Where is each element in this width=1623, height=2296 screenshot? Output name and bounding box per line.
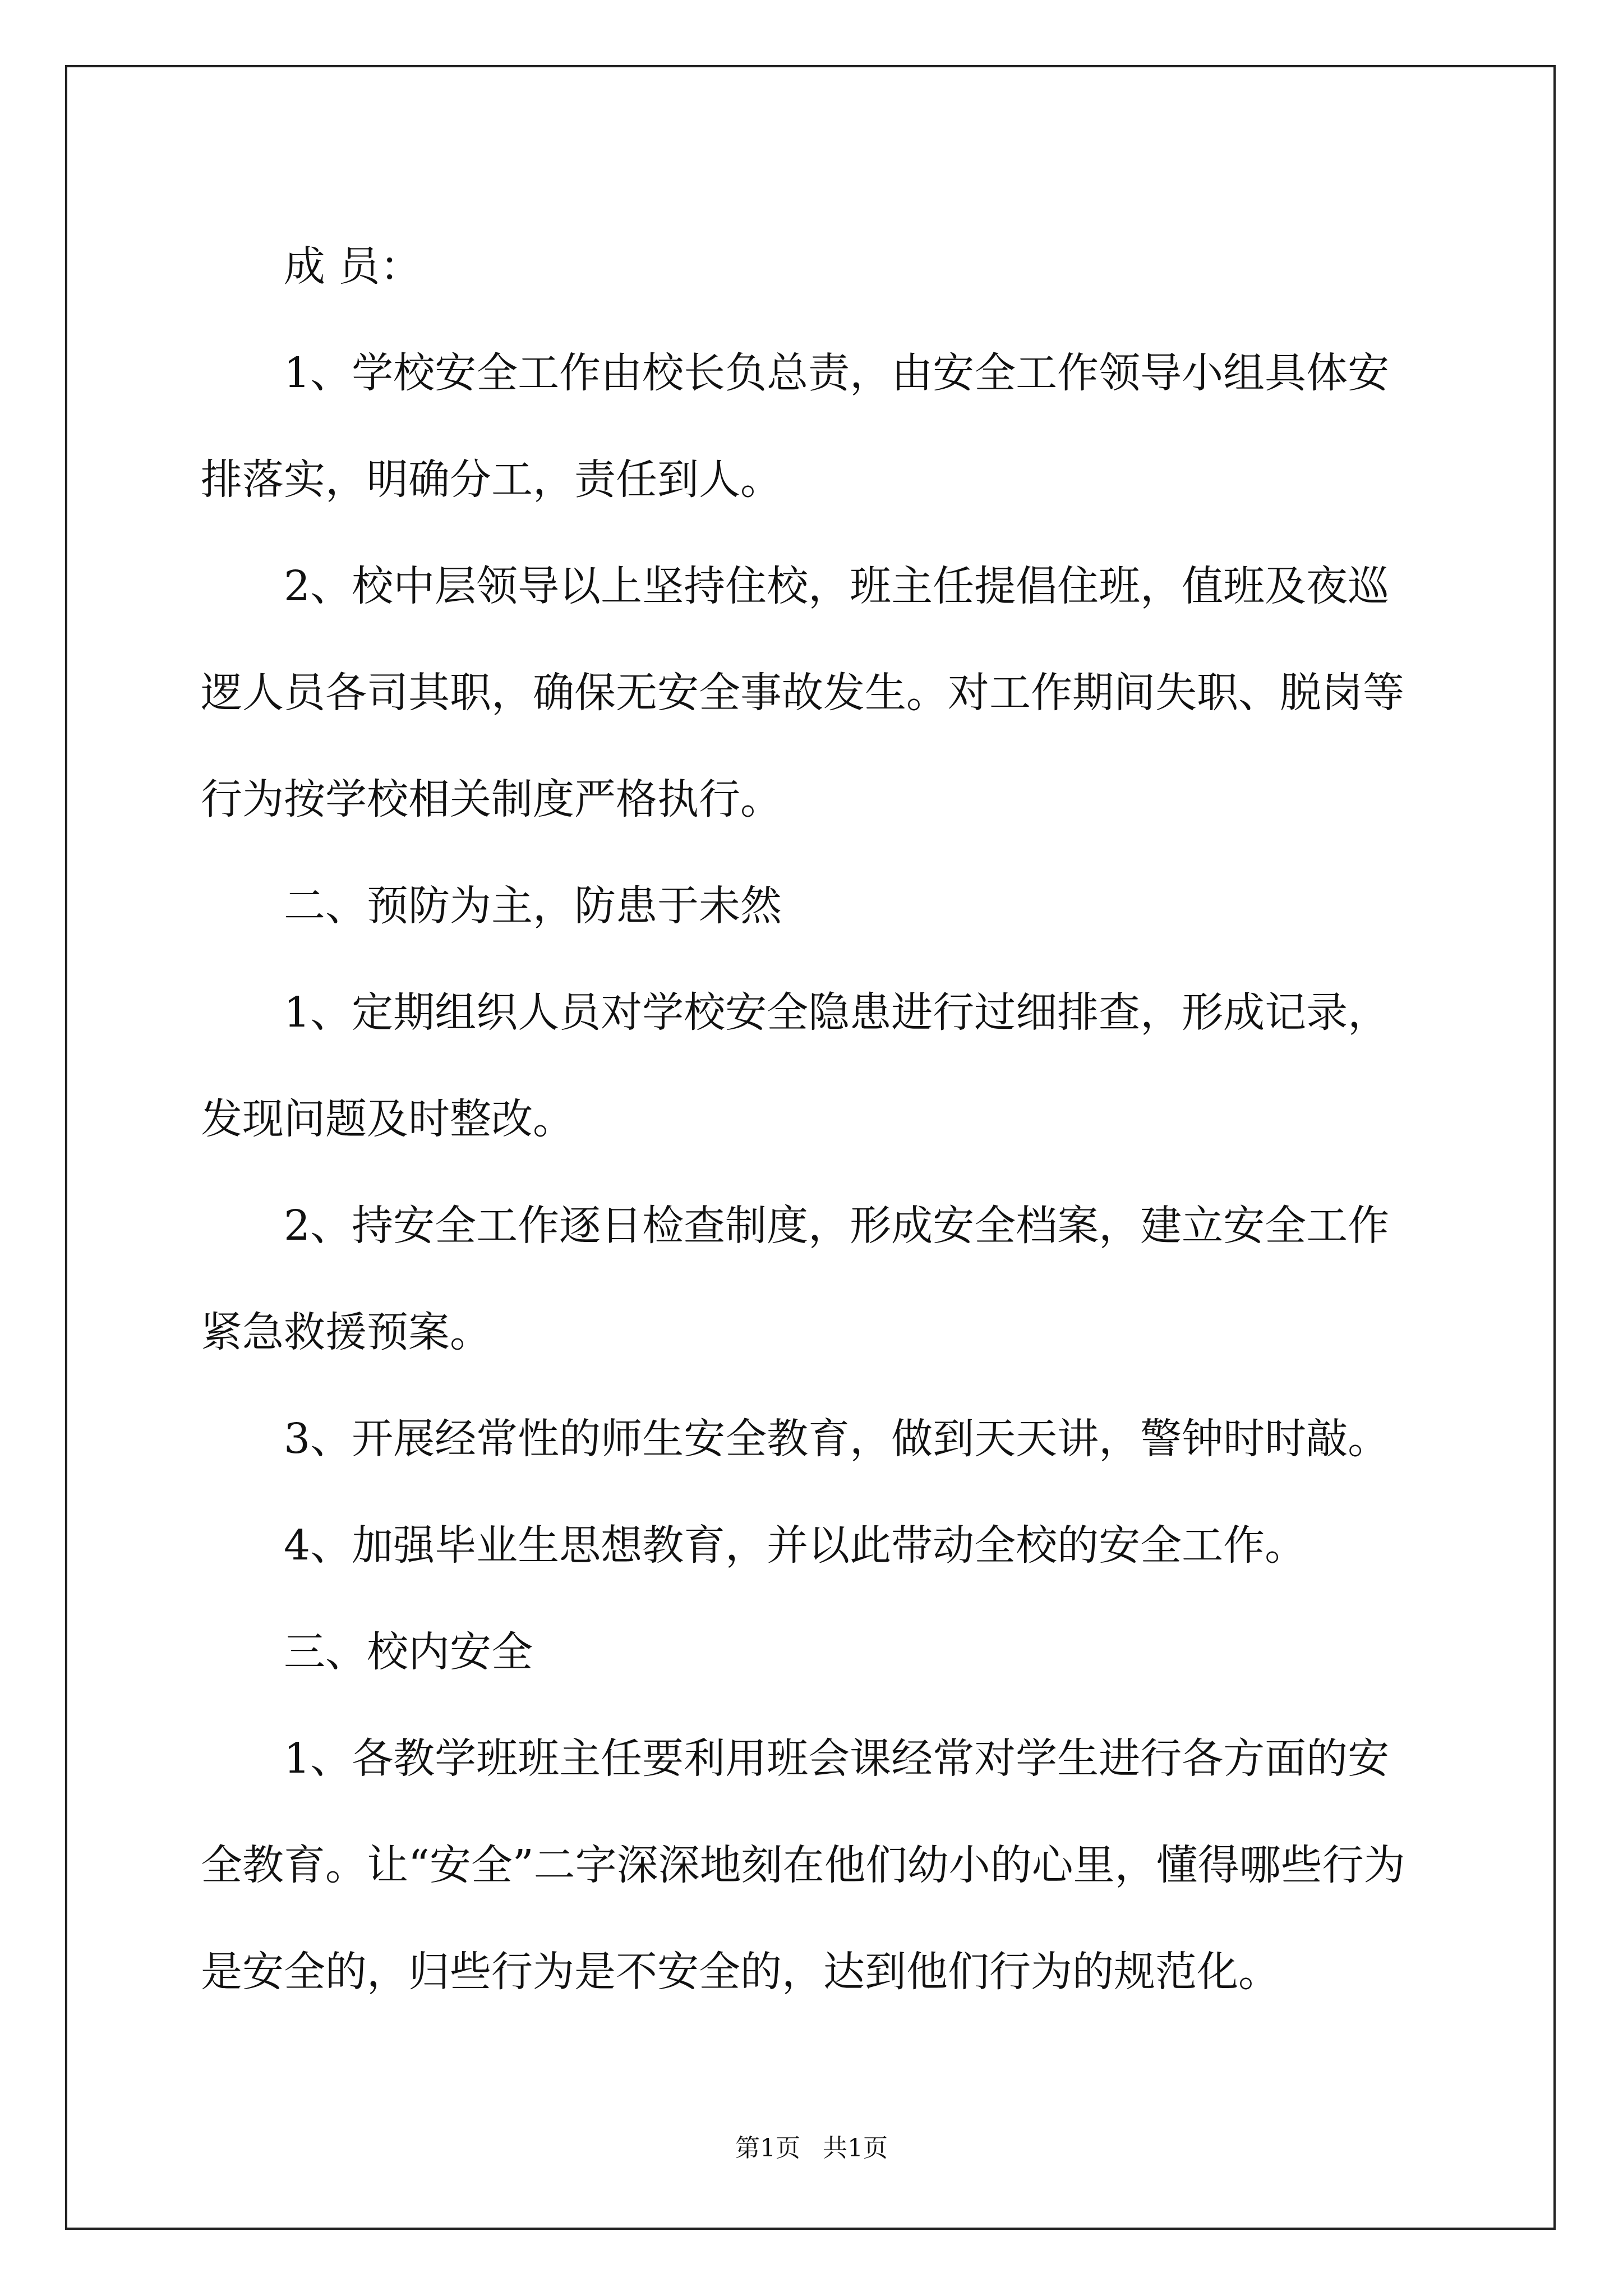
paragraph-prevention-2: 2、持安全工作逐日检查制度，形成安全档案，建立安全工作紧急救援预案。 [201,1202,1390,1356]
paragraph-2: 2、校中层领导以上坚持住校，班主任提倡住班，值班及夜巡逻人员各司其职，确保无安全事故发生。对工作期间失职、脱岗等行为按学校相关制度严格执行。 [201,562,1404,823]
section-heading-campus-safety: 三、校内安全 [284,1628,533,1676]
paragraph-members: 成 员： [284,242,422,291]
section-heading-prevention: 二、预防为主，防患于未然 [284,882,782,930]
page-number: 第1页 [735,2134,800,2162]
paragraph-prevention-4: 4、加强毕业生思想教育，并以此带动全校的安全工作。 [284,1521,1307,1570]
page-footer [0,2132,1623,2165]
paragraph-prevention-1: 1、定期组织人员对学校安全隐患进行过细排查，形成记录，发现问题及时整改。 [201,988,1390,1143]
paragraph-prevention-3: 3、开展经常性的师生安全教育，做到天天讲，警钟时时敲。 [284,1415,1390,1463]
paragraph-1: 1、学校安全工作由校长负总责，由安全工作领导小组具体安排落实，明确分工，责任到人。 [201,349,1390,504]
paragraph-campus-1: 1、各教学班班主任要利用班会课经常对学生进行各方面的安全教育。让“安全”二字深深地刻在他们幼小的心里，懂得哪些行为是安全的，归些行为是不安全的，达到他们行为的规范化。 [201,1734,1405,1996]
page-total: 共1页 [823,2134,888,2162]
document-body [201,213,1423,2025]
